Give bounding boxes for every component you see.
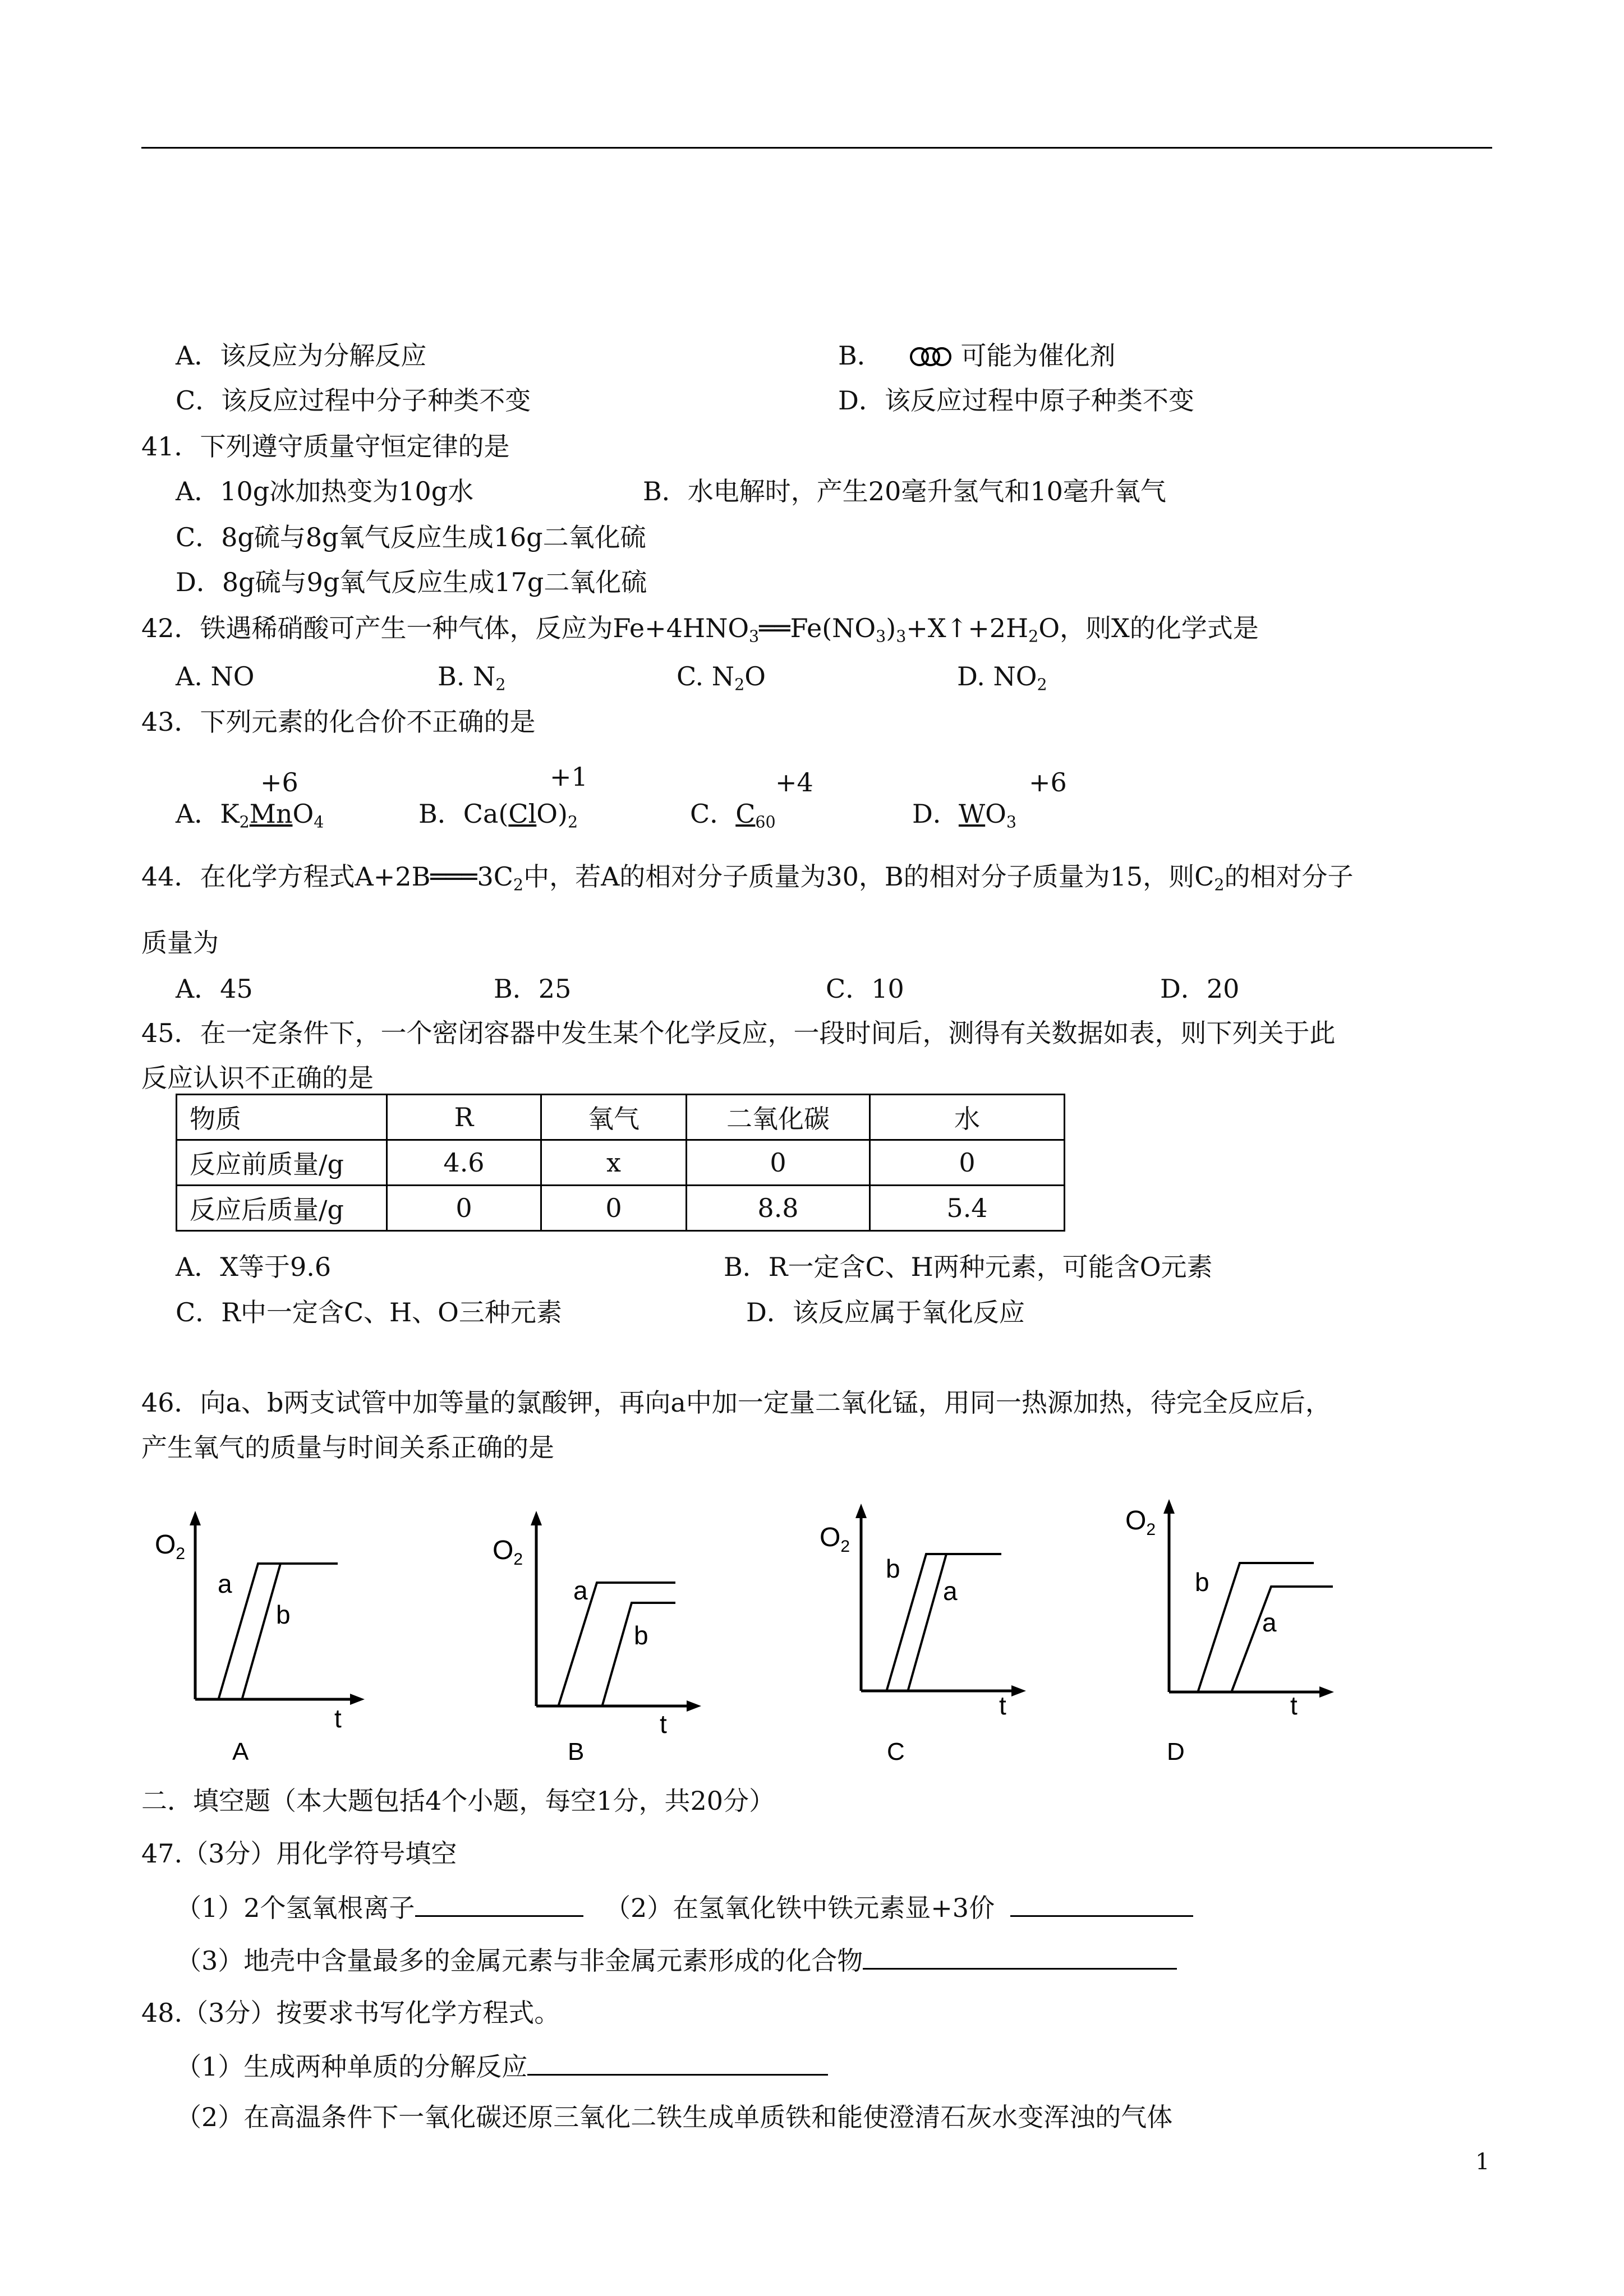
q45-data-table [176, 1094, 1065, 1232]
q42-option-b [438, 663, 505, 693]
line-b [242, 1564, 280, 1698]
q42-option-a: A. NO [176, 661, 255, 691]
header-rule [141, 147, 1492, 149]
q42-stem-sub: 2 [1028, 627, 1039, 646]
q44-stem-sub: 2 [513, 875, 524, 895]
q40-option-b-text: 可能为催化剂 [960, 340, 1116, 371]
line-label: a [943, 1576, 958, 1606]
q40-option-d: D．该反应过程中原子种类不变 [838, 385, 1194, 416]
x-axis-arrow [1319, 1686, 1334, 1698]
table-header-row [177, 1095, 1065, 1140]
q43-option-b [418, 801, 578, 831]
q46-stem-line1: 46．向a、b两支试管中加等量的氯酸钾，再向a中加一定量二氧化锰，用同一热源加热，待完全反应后， [141, 1387, 1331, 1418]
section-2-heading: 二．填空题（本大题包括4个小题，每空1分，共20分） [141, 1786, 775, 1816]
q42-c-part: C. N [677, 661, 735, 691]
q43-a-sub: 2 [239, 813, 250, 832]
q43-c-sub: 60 [755, 813, 776, 832]
q42-stem-part: 42．铁遇稀硝酸可产生一种气体，反应为Fe+4HNO [141, 613, 749, 643]
q44-option-d: D．20 [1160, 974, 1240, 1004]
answer-blank[interactable] [527, 2053, 828, 2076]
y-axis-label: $O_2$ [155, 1530, 186, 1563]
q46-stem-line2: 产生氧气的质量与时间关系正确的是 [141, 1432, 554, 1463]
y-axis-label: $O_2$ [493, 1536, 523, 1569]
q48-stem: 48.（3分）按要求书写化学方程式。 [141, 1998, 560, 2028]
line-label: b [886, 1554, 900, 1583]
table-cell: 5.4 [870, 1186, 1065, 1231]
answer-blank[interactable] [415, 1894, 583, 1917]
q47-part3-label: （3）地壳中含量最多的金属元素与非金属元素形成的化合物 [176, 1945, 863, 1976]
q44-stem-part: 44．在化学方程式A+2B═══3C [141, 861, 513, 892]
q41-option-c: C．8g硫与8g氧气反应生成16g二氧化硫 [176, 522, 646, 552]
q47-part2 [605, 1894, 1193, 1921]
x-axis-label: t [660, 1709, 667, 1739]
table-cell: 反应后质量/g [177, 1186, 387, 1231]
line-a [908, 1554, 946, 1690]
x-axis-label: t [334, 1704, 342, 1733]
q46-graph-a [151, 1509, 387, 1761]
q43-a-element: Mn [249, 799, 293, 829]
line-b [887, 1554, 1001, 1690]
q40-option-b-letter: B． [838, 340, 883, 371]
q42-option-d [957, 663, 1047, 693]
q47-stem: 47.（3分）用化学符号填空 [141, 1838, 457, 1869]
q42-stem-part: +X↑+2H [906, 613, 1029, 643]
q43-d-element: W [958, 799, 986, 829]
q43-valence-a: +6 [260, 767, 298, 797]
q42-c-part: O [744, 661, 766, 691]
q47-part1 [176, 1894, 583, 1921]
q46-graph-b [482, 1509, 724, 1761]
q45-option-b: B．R一定含C、H两种元素，可能含O元素 [724, 1252, 1213, 1282]
q43-d-part: D． [912, 799, 959, 829]
q44-stem-part: 的相对分子 [1224, 861, 1354, 892]
answer-blank[interactable] [863, 1947, 1177, 1970]
table-cell: 8.8 [687, 1186, 870, 1231]
graph-label: B [568, 1738, 585, 1761]
q42-stem-part: ) [886, 613, 896, 643]
q43-stem: 43．下列元素的化合价不正确的是 [141, 707, 536, 737]
line-b [602, 1603, 675, 1705]
q42-stem [141, 615, 1259, 645]
table-cell: 0 [387, 1186, 541, 1231]
x-axis-arrow [350, 1694, 365, 1705]
q43-b-element: Cl [508, 799, 537, 829]
y-axis-arrow [531, 1511, 542, 1525]
q44-stem-part: 中，若A的相对分子质量为30，B的相对分子质量为15，则C [523, 861, 1214, 892]
table-header-cell: 物质 [177, 1095, 387, 1140]
table-row [177, 1186, 1065, 1231]
table-header-cell: 氧气 [541, 1095, 687, 1140]
y-axis-arrow [1163, 1499, 1175, 1514]
x-axis-label: t [1290, 1691, 1298, 1720]
q44-option-a: A．45 [176, 974, 253, 1004]
q40-option-c: C．该反应过程中分子种类不变 [176, 385, 531, 416]
q44-stem [141, 861, 1354, 895]
line-a [1232, 1587, 1333, 1691]
line-label: a [218, 1569, 232, 1598]
q45-stem-line1: 45．在一定条件下，一个密闭容器中发生某个化学反应，一段时间后，测得有关数据如表，则下列关于此 [141, 1018, 1336, 1048]
q43-valence-d: +6 [1029, 767, 1067, 797]
q45-option-c: C．R中一定含C、H、O三种元素 [176, 1297, 562, 1327]
q43-option-a [176, 801, 324, 831]
graph-label: A [232, 1738, 249, 1761]
x-axis-arrow [1011, 1685, 1026, 1696]
q44-option-b: B．25 [494, 974, 572, 1004]
q42-stem-part: O，则X的化学式是 [1038, 613, 1259, 643]
q41-option-d: D．8g硫与9g氧气反应生成17g二氧化硫 [176, 567, 647, 597]
q42-stem-sub: 3 [749, 627, 760, 646]
table-header-cell: 二氧化碳 [687, 1095, 870, 1140]
q43-d-part: O [985, 799, 1006, 829]
q45-option-d: D．该反应属于氧化反应 [746, 1297, 1025, 1327]
x-axis-label: t [999, 1691, 1006, 1720]
q41-option-b: B．水电解时，产生20毫升氢气和10毫升氧气 [643, 476, 1166, 506]
q42-b-part: B. N [438, 661, 496, 691]
table-cell: 反应前质量/g [177, 1140, 387, 1186]
q43-b-sub: 2 [567, 813, 578, 832]
q40-option-b [838, 340, 1116, 371]
q44-stem-line2: 质量为 [141, 928, 219, 958]
y-axis-label: $O_2$ [1125, 1506, 1156, 1539]
q42-b-sub: 2 [495, 675, 506, 694]
line-label: a [573, 1576, 588, 1605]
q46-graph-c [816, 1500, 1052, 1761]
q46-graph-d [1122, 1495, 1358, 1761]
q48-part2: （2）在高温条件下一氧化碳还原三氧化二铁生成单质铁和能使澄清石灰水变浑浊的气体 [176, 2102, 1173, 2132]
q47-part1-label: （1）2个氢氧根离子 [176, 1893, 415, 1923]
q43-option-d [912, 801, 1016, 831]
y-axis-label: $O_2$ [820, 1523, 850, 1556]
line-label: b [634, 1621, 648, 1650]
table-header-cell: 水 [870, 1095, 1065, 1140]
q42-stem-sub: 3 [896, 627, 907, 646]
line-a [219, 1564, 338, 1698]
molecule-icon [910, 343, 960, 368]
table-cell: 0 [541, 1186, 687, 1231]
table-cell: 0 [687, 1140, 870, 1186]
table-header-cell: R [387, 1095, 541, 1140]
table-cell: x [541, 1140, 687, 1186]
q48-part1-label: （1）生成两种单质的分解反应 [176, 2051, 528, 2082]
q45-option-a: A．X等于9.6 [176, 1252, 332, 1282]
q42-d-sub: 2 [1037, 675, 1047, 694]
q45-stem-line2: 反应认识不正确的是 [141, 1063, 374, 1093]
graph-label: D [1167, 1738, 1185, 1761]
x-axis-arrow [687, 1700, 701, 1712]
line-label: b [1195, 1567, 1209, 1597]
q48-part1 [176, 2053, 828, 2080]
q43-b-part: B．Ca( [418, 799, 509, 829]
q44-option-c: C．10 [826, 974, 904, 1004]
q43-valence-b: +1 [550, 762, 588, 792]
q47-part2-label: （2）在氢氧化铁中铁元素显+3价 [605, 1893, 995, 1923]
q43-a-sub: 4 [314, 813, 324, 832]
q42-option-c [677, 663, 766, 693]
q43-c-element: C [735, 799, 756, 829]
table-cell: 0 [870, 1140, 1065, 1186]
q43-a-part: A．K [176, 799, 240, 829]
y-axis-arrow [855, 1504, 867, 1518]
q42-stem-part: ══Fe(NO [759, 613, 876, 643]
q41-stem: 41．下列遵守质量守恒定律的是 [141, 431, 510, 462]
q42-c-sub: 2 [734, 675, 745, 694]
q43-d-sub: 3 [1006, 813, 1017, 832]
line-label: a [1262, 1608, 1277, 1637]
q43-a-part: O [292, 799, 314, 829]
q43-valence-c: +4 [775, 767, 813, 797]
y-axis-arrow [190, 1511, 201, 1525]
q43-c-part: C． [690, 799, 736, 829]
line-label: b [276, 1600, 291, 1629]
q41-option-a: A．10g冰加热变为10g水 [176, 476, 474, 506]
q43-option-c [690, 801, 776, 831]
q44-stem-sub: 2 [1214, 875, 1225, 895]
answer-blank[interactable] [1010, 1894, 1193, 1917]
q42-stem-sub: 3 [876, 627, 886, 646]
q40-option-a: A．该反应为分解反应 [176, 340, 427, 371]
table-cell: 4.6 [387, 1140, 541, 1186]
q42-d-part: D. NO [957, 661, 1037, 691]
q47-part3 [176, 1947, 1177, 1974]
page-number: 1 [1475, 2149, 1490, 2175]
table-row [177, 1140, 1065, 1186]
q43-b-part: O) [536, 799, 568, 829]
graph-label: C [887, 1738, 905, 1761]
